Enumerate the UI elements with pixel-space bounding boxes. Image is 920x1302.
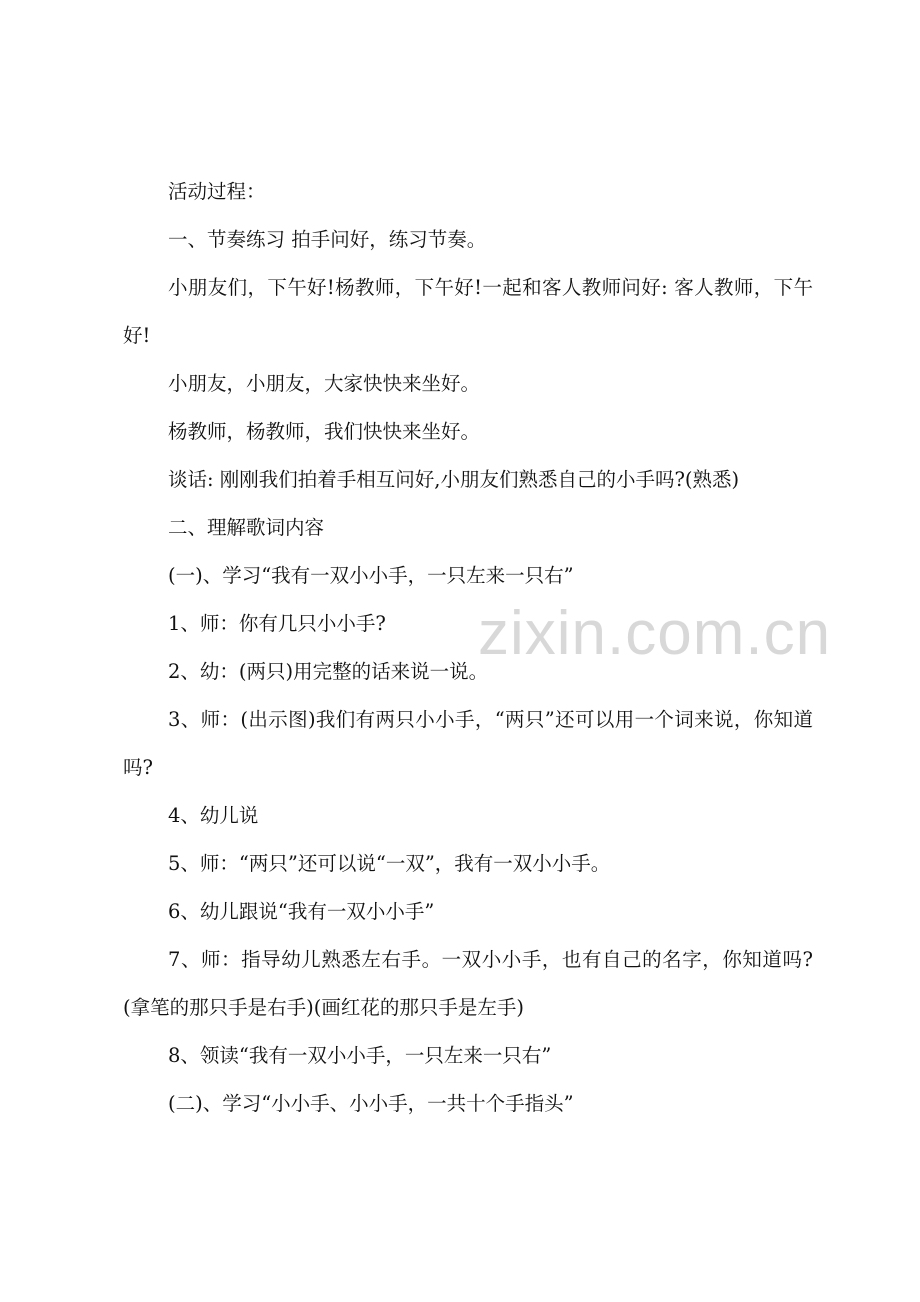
list-item-6: 6、幼儿跟说“我有一双小小手” — [168, 900, 435, 923]
paragraph-greeting: 小朋友们，下午好!杨教师，下午好!一起和客人教师问好: 客人教师，下午好! — [123, 276, 813, 347]
paragraph-children-sit: 小朋友，小朋友，大家快快来坐好。 — [168, 372, 481, 395]
paragraph-subsection-one: (一)、学习“我有一双小小手，一只左来一只右” — [168, 564, 574, 587]
watermark: zixin.com.cn — [478, 599, 832, 668]
list-item-4: 4、幼儿说 — [168, 804, 259, 827]
list-item-1: 1、师：你有几只小小手? — [168, 612, 386, 635]
list-item-8: 8、领读“我有一双小小手，一只左来一只右” — [168, 1044, 552, 1067]
list-item-3: 3、师：(出示图)我们有两只小小手，“两只”还可以用一个词来说，你知道吗? — [123, 708, 813, 779]
list-item-2: 2、幼：(两只)用完整的话来说一说。 — [168, 660, 489, 683]
paragraph-section-two: 二、理解歌词内容 — [168, 516, 325, 539]
paragraph-heading-activity-process: 活动过程： — [168, 180, 266, 203]
paragraph-conversation: 谈话: 刚刚我们拍着手相互问好,小朋友们熟悉自己的小手吗?(熟悉) — [168, 468, 740, 491]
paragraph-teacher-sit: 杨教师，杨教师，我们快快来坐好。 — [168, 420, 481, 443]
paragraph-subsection-two: (二)、学习“小小手、小小手，一共十个手指头” — [168, 1092, 574, 1115]
paragraph-section-one: 一、节奏练习 拍手问好，练习节奏。 — [168, 228, 487, 251]
list-item-7: 7、师：指导幼儿熟悉左右手。一双小小手，也有自己的名字，你知道吗?(拿笔的那只手是右手)(画红花的那只手是左手) — [123, 948, 813, 1019]
document-body — [123, 168, 813, 1128]
list-item-5: 5、师：“两只”还可以说“一双”，我有一双小小手。 — [168, 852, 611, 875]
